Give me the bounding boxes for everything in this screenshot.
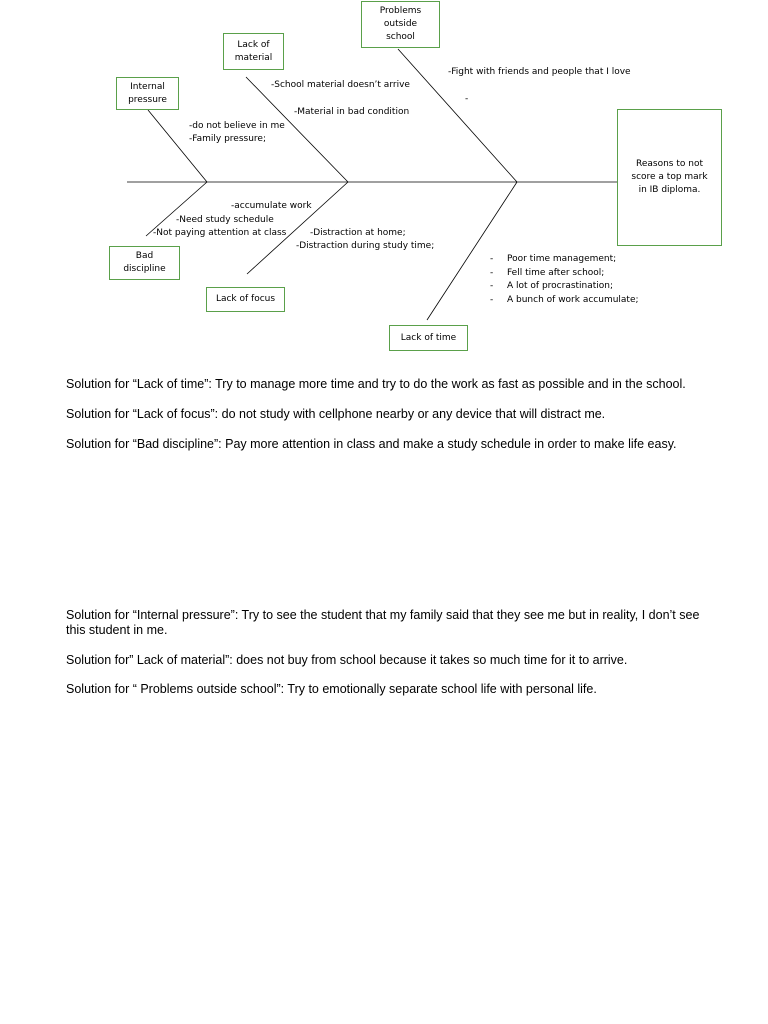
time-bullet-list [490,253,639,307]
solution-lack-of-material: Solution for” Lack of material”: does not buy from school because it takes so much time for it to arrive. [66,653,628,667]
note-distraction-study: -Distraction during study time; [296,241,435,251]
note-attention: -Not paying attention at class [153,228,287,238]
solution-internal-pressure: Solution for “Internal pressure”: Try to see the student that my family said that they see me but in reality, I don’t see this student in me. [66,608,700,637]
note-fight: -Fight with friends and people that I love [448,67,631,77]
effect-box: Reasons to not score a top mark in IB diploma. [617,109,722,246]
note-distraction-home: -Distraction at home; [310,228,406,238]
note-accumulate: -accumulate work [231,201,312,211]
solution-lack-of-time: Solution for “Lack of time”: Try to manage more time and try to do the work as fast as possible and in the school. [66,377,686,391]
note-material-arrive: -School material doesn’t arrive [271,80,410,90]
note-family: -Family pressure; [189,134,266,144]
bullet-item: - Poor time management; [490,254,617,264]
note-dash: - [465,94,469,104]
cause-box-lack-of-focus: Lack of focus [206,287,285,312]
cause-box-lack-of-time: Lack of time [389,325,468,351]
solution-bad-discipline: Solution for “Bad discipline”: Pay more attention in class and make a study schedule in order to make life easy. [66,437,677,451]
cause-box-bad-discipline: Bad discipline [109,246,180,280]
cause-box-internal-pressure: Internal pressure [116,77,179,110]
cause-box-problems-outside-school: Problems outside school [361,1,440,48]
bullet-item: - Fell time after school; [490,267,605,278]
note-schedule: -Need study schedule [176,215,274,225]
note-material-condition: -Material in bad condition [294,107,410,117]
bullet-item: - A bunch of work accumulate; [490,294,639,305]
note-believe: -do not believe in me [189,121,285,131]
bullet-item: - A lot of procrastination; [490,281,614,291]
solution-lack-of-focus: Solution for “Lack of focus”: do not study with cellphone nearby or any device that will distract me. [66,407,606,421]
solution-problems-outside-school: Solution for “ Problems outside school”: Try to emotionally separate school life with personal life. [66,682,597,696]
cause-box-lack-of-material: Lack of material [223,33,284,70]
